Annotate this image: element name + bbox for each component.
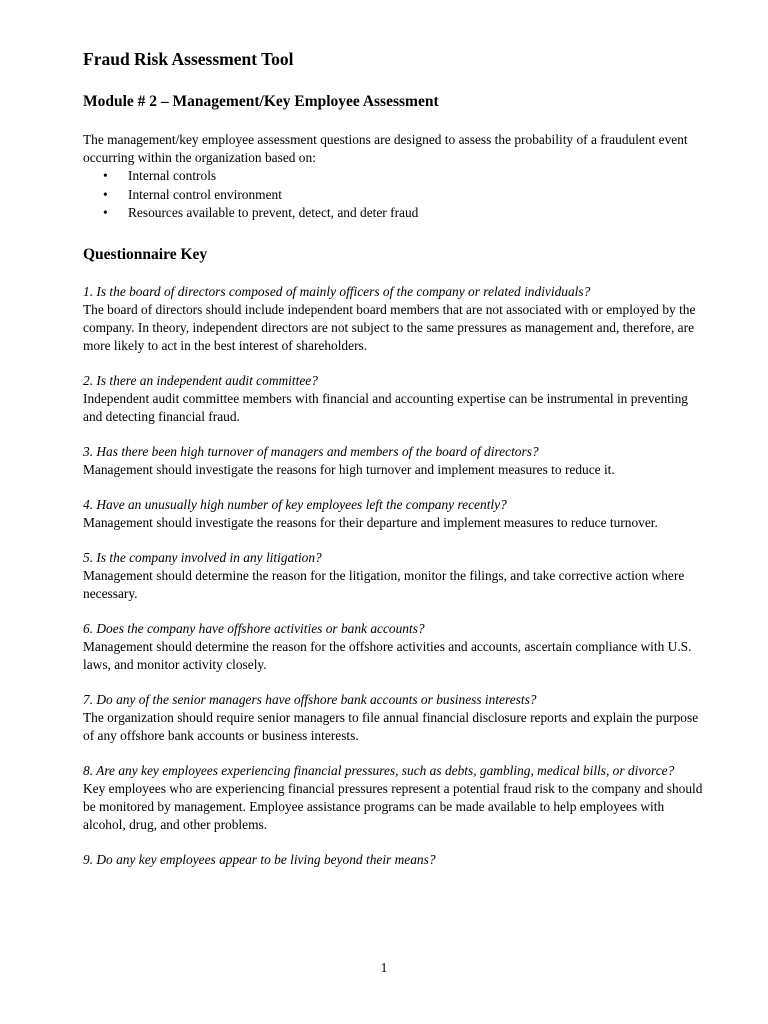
bullet-dot-icon: •	[103, 205, 108, 221]
bullet-text: Resources available to prevent, detect, and deter fraud	[128, 205, 419, 221]
question-text: 6. Does the company have offshore activities or bank accounts?	[83, 620, 425, 636]
question-block-3	[83, 443, 703, 479]
intro-paragraph: The management/key employee assessment questions are designed to assess the probability of a fraudulent event occurring within the organization based on:	[83, 132, 688, 165]
bullet-text: Internal controls	[128, 168, 217, 183]
bullet-item	[83, 167, 703, 186]
question-text: 3. Has there been high turnover of managers and members of the board of directors?	[83, 443, 539, 459]
questionnaire-key-heading: Questionnaire Key	[83, 245, 208, 263]
document-page	[83, 48, 703, 869]
question-block-9	[83, 851, 703, 869]
answer-text: Management should determine the reason for the litigation, monitor the filings, and take corrective action where necessary.	[83, 567, 685, 601]
question-text: 2. Is there an independent audit committee?	[83, 372, 318, 388]
question-block-6	[83, 620, 703, 674]
question-block-2	[83, 372, 703, 426]
answer-text: The board of directors should include independent board members that are not associated with or employed by the company. In theory, independent directors are not subject to the same pressures as management and, therefore, are more likely to act in the best interest of shareholders.	[83, 301, 696, 353]
answer-text: Key employees who are experiencing financial pressures represent a potential fraud risk to the company and should be monitored by management. Employee assistance programs can be made available to help employees with alcohol, drug, and other problems.	[83, 780, 703, 832]
module-title: Module # 2 – Management/Key Employee Assessment	[83, 93, 439, 110]
question-text: 5. Is the company involved in any litigation?	[83, 549, 322, 565]
bullet-list	[83, 167, 703, 223]
question-block-1	[83, 283, 703, 355]
question-block-4	[83, 496, 703, 532]
answer-text: Independent audit committee members with financial and accounting expertise can be instrumental in preventing and detecting financial fraud.	[83, 390, 688, 424]
question-text: 1. Is the board of directors composed of mainly officers of the company or related individuals?	[83, 283, 591, 299]
question-text: 8. Are any key employees experiencing financial pressures, such as debts, gambling, medical bills, or divorce?	[83, 762, 675, 778]
page-number: 1	[380, 960, 388, 975]
question-block-7	[83, 691, 703, 745]
bullet-text: Internal control environment	[128, 186, 282, 202]
answer-text: The organization should require senior managers to file annual financial disclosure reports and explain the purpose of any offshore bank accounts or business interests.	[83, 709, 699, 743]
bullet-item	[83, 204, 703, 223]
question-text: 4. Have an unusually high number of key employees left the company recently?	[83, 496, 507, 512]
answer-text: Management should determine the reason for the offshore activities and accounts, ascertain compliance with U.S. laws, and monitor activity closely.	[83, 638, 692, 672]
question-text: 7. Do any of the senior managers have offshore bank accounts or business interests?	[83, 691, 537, 707]
bullet-dot-icon: •	[103, 186, 108, 202]
question-block-5	[83, 549, 703, 603]
answer-text: Management should investigate the reasons for high turnover and implement measures to reduce it.	[83, 461, 615, 477]
document-title: Fraud Risk Assessment Tool	[83, 49, 294, 69]
bullet-item	[83, 186, 703, 205]
answer-text: Management should investigate the reasons for their departure and implement measures to reduce turnover.	[83, 514, 658, 530]
question-block-8	[83, 762, 703, 834]
question-text: 9. Do any key employees appear to be living beyond their means?	[83, 851, 436, 867]
bullet-dot-icon: •	[103, 168, 108, 183]
